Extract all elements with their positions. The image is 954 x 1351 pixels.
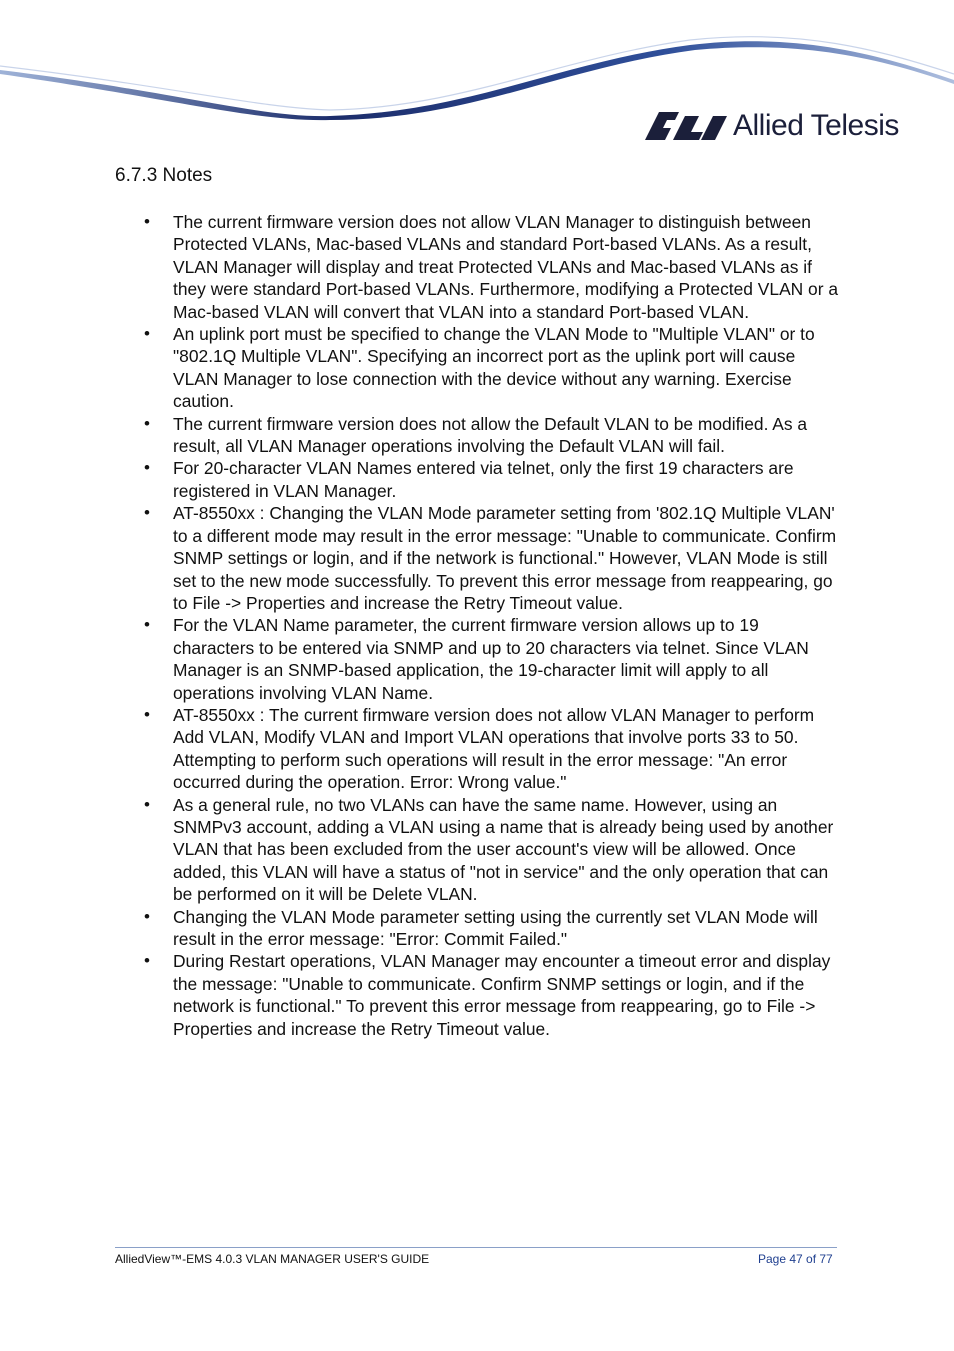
bullet-icon: • [144, 794, 150, 814]
notes-list [115, 211, 840, 1040]
list-item [115, 457, 840, 502]
note-text: AT-8550xx : Changing the VLAN Mode parameter setting from '802.1Q Multiple VLAN' to a different mode may result in the error message: "Unable to communicate. Confirm SNMP settings or login, and if the network is functional." However, VLAN Mode is still set to the new mode successfully. To prevent this error message from reappearing, go to File -> Properties and increase the Retry Timeout value. [173, 503, 837, 613]
list-item [115, 413, 840, 458]
note-text: As a general rule, no two VLANs can have the same name. However, using an SNMPv3 account, adding a VLAN using a name that is already being used by another VLAN that has been excluded from the user account's view will be allowed. Once added, this VLAN will have a status of "not in service" and the only operation that can be performed on it will be Delete VLAN. [173, 794, 834, 905]
logo-wordmark: Allied Telesis [733, 109, 899, 142]
note-text: For 20-character VLAN Names entered via telnet, only the first 19 characters are registered in VLAN Manager. [173, 458, 794, 501]
section-heading: 6.7.3 Notes [115, 165, 213, 186]
note-text: During Restart operations, VLAN Manager may encounter a timeout error and display the message: "Unable to communicate. Confirm SNMP settings or login, and if the network is functional." To prevent this error message from reappearing, go to File -> Properties and increase the Retry Timeout value. [173, 951, 831, 1039]
bullet-icon: • [144, 212, 150, 231]
bullet-icon: • [144, 324, 150, 344]
note-text: AT-8550xx : The current firmware version does not allow VLAN Manager to perform Add VLAN, Modify VLAN and Import VLAN operations that involve ports 33 to 50. Attempting to perform such operations will result in the error message: "An error occurred during the operation. Error: Wrong value." [173, 704, 815, 793]
bullet-icon: • [144, 615, 150, 635]
allied-telesis-logo [645, 108, 899, 144]
note-text: For the VLAN Name parameter, the current firmware version allows up to 19 characters to be entered via SNMP and up to 20 characters via telnet. Since VLAN Manager is an SNMP-based application, the 19-character limit will apply to all operations involving VLAN Name. [173, 615, 809, 703]
bullet-icon: • [144, 413, 150, 433]
list-item [115, 950, 840, 1040]
list-item [115, 614, 840, 704]
note-text: The current firmware version does not allow VLAN Manager to distinguish between Protected VLANs, Mac-based VLANs and standard Port-based VLANs. As a result, VLAN Manager will display and treat Protected VLANs and Mac-based VLANs as if they were standard Port-based VLANs. Furthermore, modifying a Protected VLAN or a Mac-based VLAN will convert that VLAN into a standard Port-based VLAN. [173, 212, 839, 322]
list-item [115, 794, 840, 906]
list-item [115, 211, 840, 323]
footer-page-number: Page 47 of 77 [758, 1252, 833, 1266]
note-text: The current firmware version does not allow the Default VLAN to be modified. As a result, all VLAN Manager operations involving the Default VLAN will fail. [173, 413, 808, 457]
bullet-icon: • [144, 704, 150, 724]
footer-document-title: AlliedView™-EMS 4.0.3 VLAN MANAGER USER'S GUIDE [115, 1252, 430, 1266]
bullet-icon: • [144, 458, 150, 478]
note-text: Changing the VLAN Mode parameter setting using the currently set VLAN Mode will result in the error message: "Error: Commit Failed." [173, 906, 818, 949]
list-item [115, 906, 840, 951]
list-item [115, 502, 840, 614]
note-text: An uplink port must be specified to change the VLAN Mode to "Multiple VLAN" or to "802.1Q Multiple VLAN". Specifying an incorrect port as the uplink port will cause VLAN Manager to lose connection with the device without any warning. Exercise caution. [173, 324, 815, 412]
logo-mark-icon [645, 112, 727, 140]
bullet-icon: • [144, 951, 150, 971]
bullet-icon: • [144, 503, 150, 523]
list-item [115, 323, 840, 413]
list-item [115, 704, 840, 794]
footer-divider [115, 1247, 837, 1248]
bullet-icon: • [144, 906, 150, 926]
